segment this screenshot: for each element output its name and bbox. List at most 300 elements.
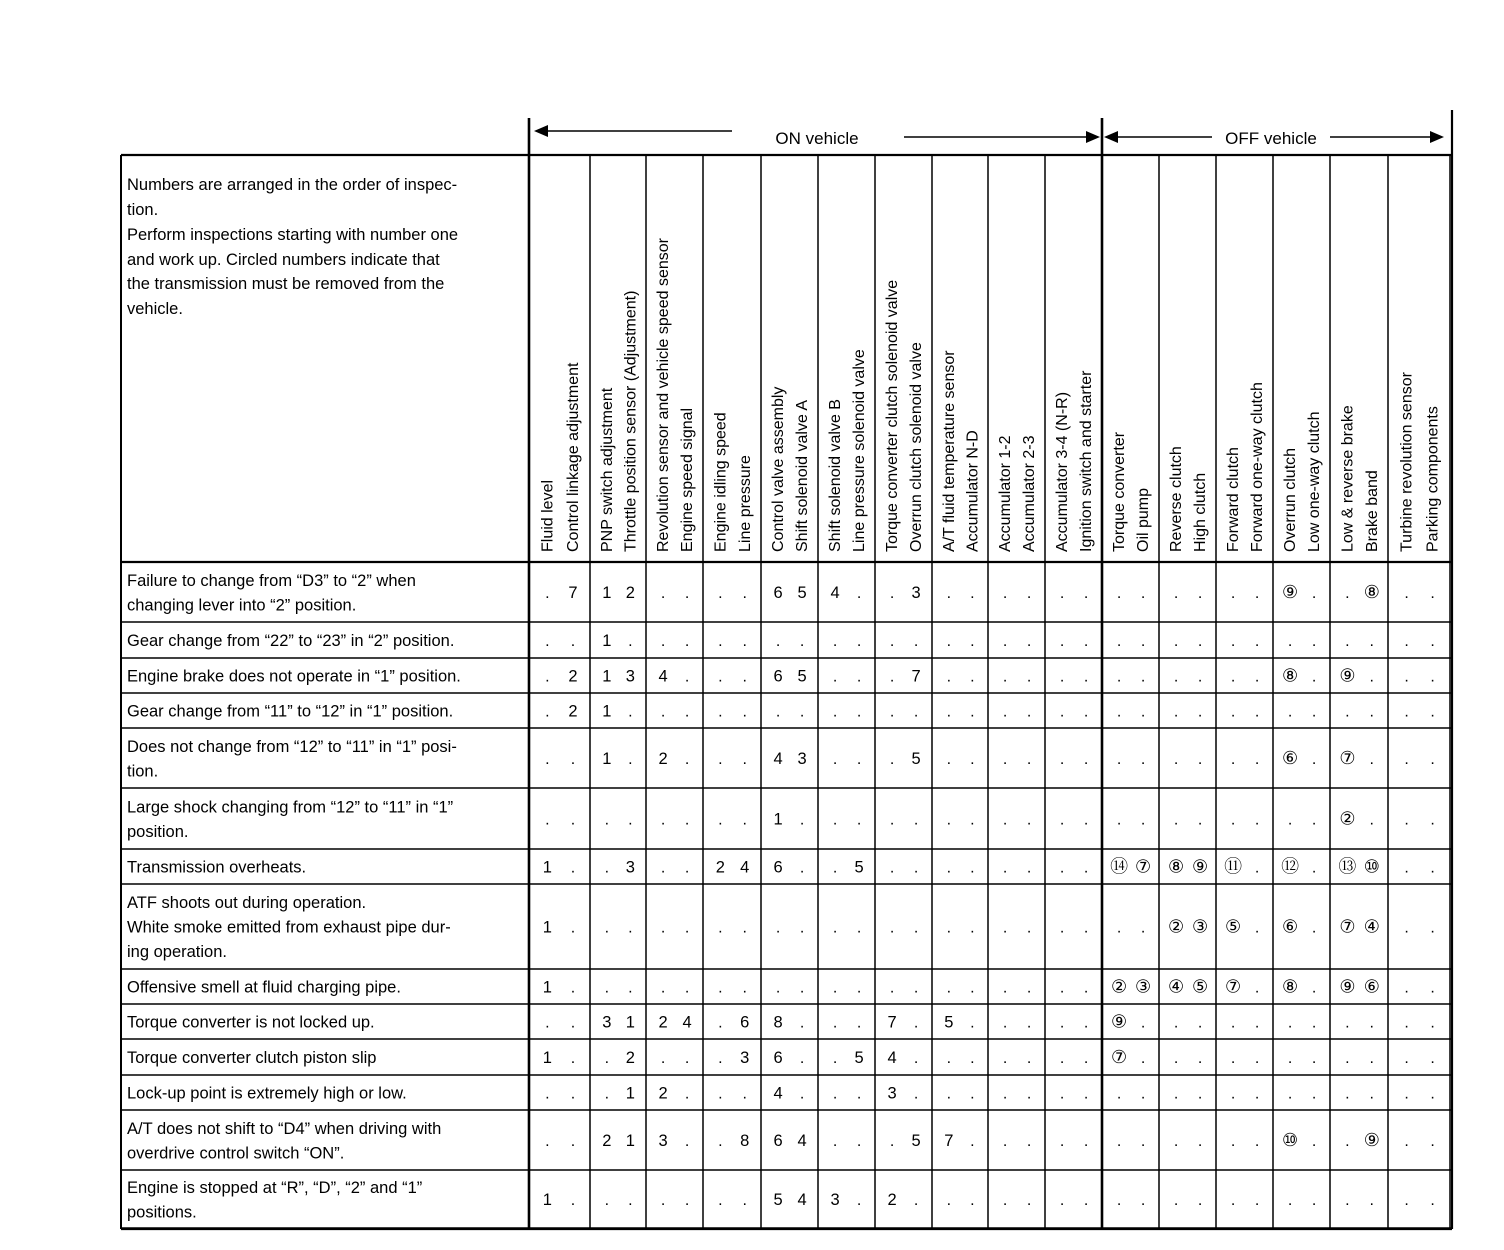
empty-cell: . — [1311, 585, 1317, 602]
empty-cell: . — [1404, 668, 1409, 686]
empty-cell: . — [1430, 919, 1435, 937]
empty-cell: . — [1287, 703, 1293, 721]
empty-cell: . — [1173, 1133, 1179, 1150]
empty-cell: . — [604, 1085, 610, 1103]
column-headers — [539, 237, 1441, 552]
empty-cell: . — [742, 811, 747, 829]
empty-cell: . — [1059, 1050, 1065, 1067]
empty-cell: . — [799, 919, 805, 937]
empty-cell: . — [1430, 1192, 1435, 1209]
empty-cell: . — [604, 979, 610, 997]
empty-cell: . — [1026, 633, 1032, 650]
empty-cell: . — [1254, 633, 1260, 650]
empty-cell: . — [1140, 919, 1146, 937]
empty-cell: . — [604, 1192, 610, 1209]
empty-cell: . — [660, 979, 666, 997]
empty-cell: . — [570, 633, 576, 650]
symptom-label: Engine brake does not operate in “1” position.Engine brake does not operate in “1” position. — [127, 667, 461, 686]
empty-cell: . — [799, 979, 805, 997]
empty-cell: . — [970, 1050, 975, 1067]
empty-cell: . — [1116, 919, 1122, 937]
inspection-order-cell: 1 — [625, 1132, 635, 1150]
empty-cell: . — [1230, 1192, 1236, 1209]
empty-cell: . — [628, 979, 633, 997]
empty-cell: . — [1002, 668, 1008, 686]
empty-cell: . — [856, 585, 862, 602]
empty-cell: . — [856, 633, 862, 650]
empty-cell: . — [1173, 703, 1179, 721]
empty-cell: . — [1430, 979, 1435, 997]
empty-cell: . — [604, 919, 610, 937]
empty-cell: . — [1026, 1192, 1032, 1209]
column-header: A/T fluid temperature sensor — [940, 350, 958, 552]
inspection-order-cell: 6 — [773, 1132, 783, 1150]
empty-cell: . — [545, 1085, 550, 1103]
empty-cell: . — [1026, 751, 1032, 768]
empty-cell: . — [1059, 668, 1065, 686]
empty-cell: . — [1140, 633, 1146, 650]
empty-cell: . — [1002, 811, 1008, 829]
inspection-order-cell: 3 — [830, 1191, 840, 1209]
inspection-order-cell: 5 — [911, 750, 921, 768]
inspection-order-cell: 5 — [854, 858, 864, 877]
empty-cell: . — [570, 859, 576, 877]
empty-cell: . — [684, 703, 690, 721]
empty-cell: . — [970, 1133, 975, 1150]
empty-cell: . — [1287, 1192, 1293, 1209]
empty-cell: . — [856, 1133, 862, 1150]
empty-cell: . — [1173, 1014, 1179, 1032]
inspection-order-cell: 6 — [773, 858, 783, 877]
empty-cell: . — [1369, 1014, 1374, 1032]
inspection-order-cell: 2 — [602, 1132, 612, 1150]
empty-cell: . — [799, 1014, 805, 1032]
column-header: Line pressure solenoid valve — [851, 349, 869, 552]
empty-cell: . — [1404, 1014, 1409, 1032]
empty-cell: . — [1430, 859, 1435, 877]
column-header: Forward clutch — [1225, 447, 1243, 552]
empty-cell: . — [799, 1085, 805, 1103]
empty-cell: . — [684, 1133, 690, 1150]
empty-cell: . — [1197, 668, 1203, 686]
column-header: Overrun clutch — [1282, 447, 1300, 552]
inspection-order-cell: ⑫ — [1281, 856, 1300, 877]
column-header: Reverse clutch — [1168, 446, 1186, 552]
empty-cell: . — [856, 1192, 862, 1209]
empty-cell: . — [718, 1133, 723, 1150]
empty-cell: . — [684, 859, 690, 877]
empty-cell: . — [1254, 979, 1260, 997]
svg-text:tion.: tion. — [127, 201, 159, 219]
empty-cell: . — [1369, 1050, 1374, 1067]
empty-cell: . — [1140, 703, 1146, 721]
inspection-order-cell: ⑦ — [1134, 856, 1152, 877]
column-header: Low one-way clutch — [1306, 411, 1324, 552]
empty-cell: . — [545, 668, 550, 686]
empty-cell: . — [970, 633, 975, 650]
empty-cell: . — [1083, 1050, 1089, 1067]
empty-cell: . — [718, 811, 723, 829]
column-header: Forward one-way clutch — [1249, 382, 1267, 552]
symptom-label: Lock-up point is extremely high or low.Lock-up point is extremely high or low. — [127, 1084, 407, 1103]
empty-cell: . — [1430, 1133, 1435, 1150]
off-vehicle-label: OFF vehicle — [1225, 129, 1317, 148]
empty-cell: . — [570, 751, 576, 768]
empty-cell: . — [684, 1192, 690, 1209]
empty-cell: . — [1059, 859, 1065, 877]
empty-cell: . — [718, 1192, 723, 1209]
empty-cell: . — [1254, 1192, 1260, 1209]
empty-cell: . — [684, 751, 690, 768]
empty-cell: . — [742, 585, 747, 602]
empty-cell: . — [1026, 1133, 1032, 1150]
empty-cell: . — [742, 979, 747, 997]
empty-cell: . — [970, 1085, 975, 1103]
column-header: Brake band — [1363, 470, 1381, 552]
empty-cell: . — [742, 1192, 747, 1209]
inspection-order-cell: ⑬ — [1338, 856, 1357, 877]
inspection-order-cell: 1 — [602, 667, 612, 686]
column-header: Engine speed signal — [679, 407, 697, 552]
inspection-order-cell: ⑨ — [1191, 856, 1209, 877]
empty-cell: . — [1002, 1133, 1008, 1150]
empty-cell: . — [1311, 811, 1317, 829]
off-vehicle-header — [1104, 129, 1444, 148]
on-vehicle-label: ON vehicle — [775, 129, 859, 148]
empty-cell: . — [970, 859, 975, 877]
inspection-order-cell: ⑧ — [1168, 856, 1185, 877]
inspection-order-cell: ⑧ — [1282, 665, 1299, 686]
empty-cell: . — [570, 919, 576, 937]
empty-cell: . — [1140, 1014, 1146, 1032]
empty-cell: . — [1059, 751, 1065, 768]
column-header: Accumulator 1-2 — [997, 435, 1015, 552]
empty-cell: . — [1311, 1014, 1317, 1032]
empty-cell: . — [660, 811, 666, 829]
empty-cell: . — [799, 703, 805, 721]
empty-cell: . — [1345, 703, 1350, 721]
inspection-order-cell: 2 — [715, 858, 725, 877]
empty-cell: . — [742, 703, 747, 721]
empty-cell: . — [946, 859, 952, 877]
empty-cell: . — [1083, 1192, 1089, 1209]
empty-cell: . — [1254, 1085, 1260, 1103]
empty-cell: . — [718, 703, 723, 721]
empty-cell: . — [1002, 919, 1008, 937]
empty-cell: . — [832, 703, 838, 721]
empty-cell: . — [718, 919, 723, 937]
inspection-order-cell: 7 — [944, 1132, 954, 1150]
empty-cell: . — [660, 919, 666, 937]
symptom-label: A/T does not shift to “D4” when driving with overdrive control switch “ON”.A/T does not shift to “D4” when driving with overdrive control switch “ON”. — [127, 1119, 442, 1163]
empty-cell: . — [1230, 633, 1236, 650]
inspection-order-cell: 4 — [797, 1132, 807, 1150]
inspection-order-cell: 4 — [830, 584, 840, 602]
empty-cell: . — [1345, 1192, 1350, 1209]
empty-cell: . — [1059, 919, 1065, 937]
empty-cell: . — [684, 811, 690, 829]
empty-cell: . — [1026, 811, 1032, 829]
empty-cell: . — [1197, 811, 1203, 829]
inspection-order-cell: 5 — [797, 584, 807, 602]
empty-cell: . — [1404, 751, 1409, 768]
inspection-order-cell: ⑥ — [1363, 976, 1380, 997]
inspection-order-cell: 3 — [740, 1049, 750, 1067]
inspection-order-cell: 3 — [602, 1013, 612, 1032]
empty-cell: . — [545, 1133, 550, 1150]
inspection-order-cell: 4 — [658, 667, 668, 686]
empty-cell: . — [1083, 585, 1089, 602]
inspection-order-cell: 1 — [542, 1191, 552, 1209]
inspection-order-cell: ⑤ — [1225, 916, 1242, 937]
column-header: PNP switch adjustment — [598, 387, 616, 552]
inspection-order-cell: ⑦ — [1225, 976, 1242, 997]
empty-cell: . — [1404, 1192, 1409, 1209]
svg-text:the transmission must be remov: the transmission must be removed from the — [127, 275, 445, 293]
left-arrow-icon — [534, 125, 548, 137]
empty-cell: . — [660, 859, 666, 877]
empty-cell: . — [889, 979, 895, 997]
empty-cell: . — [545, 585, 550, 602]
symptom-label: Torque converter is not locked up.Torque converter is not locked up. — [127, 1013, 375, 1032]
empty-cell: . — [1254, 668, 1260, 686]
empty-cell: . — [1430, 633, 1435, 650]
inspection-order-cell: 5 — [773, 1191, 783, 1209]
right-arrow-icon — [1430, 131, 1444, 143]
empty-cell: . — [1026, 585, 1032, 602]
empty-cell: . — [570, 1050, 576, 1067]
empty-cell: . — [1059, 979, 1065, 997]
empty-cell: . — [970, 1192, 975, 1209]
empty-cell: . — [1254, 751, 1260, 768]
empty-cell: . — [1430, 585, 1435, 602]
empty-cell: . — [1026, 1014, 1032, 1032]
empty-cell: . — [660, 585, 666, 602]
empty-cell: . — [1116, 1192, 1122, 1209]
inspection-order-cell: 6 — [773, 1049, 783, 1067]
empty-cell: . — [1026, 919, 1032, 937]
empty-cell: . — [1287, 1050, 1293, 1067]
inspection-order-cell: 6 — [773, 584, 783, 602]
empty-cell: . — [775, 979, 781, 997]
empty-cell: . — [1430, 1085, 1435, 1103]
empty-cell: . — [946, 703, 952, 721]
empty-cell: . — [1430, 1050, 1435, 1067]
empty-cell: . — [1002, 1014, 1008, 1032]
inspection-order-cell: ④ — [1168, 976, 1185, 997]
svg-text:Numbers are arranged in the or: Numbers are arranged in the order of inspec- — [127, 176, 458, 194]
inspection-order-cell: 5 — [944, 1013, 954, 1032]
empty-cell: . — [832, 1014, 838, 1032]
inspection-order-cell: ④ — [1363, 916, 1380, 937]
empty-cell: . — [1002, 1050, 1008, 1067]
empty-cell: . — [856, 1085, 862, 1103]
empty-cell: . — [1116, 585, 1122, 602]
empty-cell: . — [684, 1050, 690, 1067]
empty-cell: . — [1369, 811, 1374, 829]
empty-cell: . — [946, 919, 952, 937]
column-header: Ignition switch and starter — [1078, 370, 1096, 552]
empty-cell: . — [742, 919, 747, 937]
table-cells — [543, 582, 1435, 1209]
inspection-order-cell: ⑤ — [1191, 976, 1209, 997]
empty-cell: . — [1345, 1133, 1350, 1150]
empty-cell: . — [799, 859, 805, 877]
empty-cell: . — [1026, 979, 1032, 997]
empty-cell: . — [1197, 585, 1203, 602]
empty-cell: . — [946, 1050, 952, 1067]
empty-cell: . — [1002, 859, 1008, 877]
empty-cell: . — [970, 919, 975, 937]
right-arrow-icon — [1086, 131, 1100, 143]
empty-cell: . — [1197, 1014, 1203, 1032]
empty-cell: . — [970, 1014, 975, 1032]
inspection-order-cell: ⑪ — [1224, 856, 1243, 877]
empty-cell: . — [856, 979, 862, 997]
empty-cell: . — [1116, 668, 1122, 686]
inspection-order-cell: ⑨ — [1111, 1011, 1128, 1032]
empty-cell: . — [545, 633, 550, 650]
empty-cell: . — [1140, 1192, 1146, 1209]
column-header: Line pressure — [736, 455, 754, 552]
symptom-label: Transmission overheats.Transmission overheats. — [127, 858, 307, 877]
inspection-order-cell: 1 — [602, 632, 612, 650]
inspection-order-cell: 5 — [854, 1049, 864, 1067]
inspection-order-cell: ② — [1111, 976, 1128, 997]
empty-cell: . — [889, 585, 895, 602]
empty-cell: . — [946, 811, 952, 829]
empty-cell: . — [1254, 1050, 1260, 1067]
column-header: Low & reverse brake — [1339, 405, 1357, 552]
empty-cell: . — [946, 585, 952, 602]
empty-cell: . — [628, 919, 633, 937]
column-header: Oil pump — [1135, 487, 1153, 552]
empty-cell: . — [913, 859, 919, 877]
empty-cell: . — [684, 1085, 690, 1103]
empty-cell: . — [775, 703, 781, 721]
empty-cell: . — [832, 1050, 838, 1067]
empty-cell: . — [1002, 1192, 1008, 1209]
empty-cell: . — [1404, 585, 1409, 602]
empty-cell: . — [1083, 633, 1089, 650]
empty-cell: . — [1369, 633, 1374, 650]
empty-cell: . — [1173, 1192, 1179, 1209]
empty-cell: . — [1311, 633, 1317, 650]
empty-cell: . — [913, 811, 919, 829]
empty-cell: . — [1230, 811, 1236, 829]
empty-cell: . — [1311, 859, 1317, 877]
empty-cell: . — [1002, 703, 1008, 721]
empty-cell: . — [660, 1050, 666, 1067]
inspection-order-cell: 4 — [773, 750, 783, 768]
empty-cell: . — [628, 751, 633, 768]
inspection-order-cell: ③ — [1134, 976, 1152, 997]
empty-cell: . — [1287, 1014, 1293, 1032]
empty-cell: . — [1345, 585, 1350, 602]
empty-cell: . — [1116, 1133, 1122, 1150]
column-header: Shift solenoid valve B — [827, 399, 845, 552]
inspection-order-cell: 4 — [682, 1013, 692, 1032]
empty-cell: . — [718, 1085, 723, 1103]
empty-cell: . — [1230, 668, 1236, 686]
empty-cell: . — [1173, 811, 1179, 829]
empty-cell: . — [970, 811, 975, 829]
column-header: Engine idling speed — [712, 412, 730, 552]
inspection-order-cell: 7 — [887, 1013, 897, 1032]
symptom-label: Torque converter clutch piston slipTorque converter clutch piston slip — [127, 1049, 377, 1067]
empty-cell: . — [545, 751, 550, 768]
empty-cell: . — [832, 1085, 838, 1103]
empty-cell: . — [1230, 1133, 1236, 1150]
empty-cell: . — [913, 1192, 919, 1209]
column-header: Revolution sensor and vehicle speed sensor — [655, 238, 673, 552]
inspection-order-cell: 8 — [773, 1013, 783, 1032]
empty-cell: . — [1197, 1050, 1203, 1067]
empty-cell: . — [1026, 1085, 1032, 1103]
empty-cell: . — [684, 919, 690, 937]
empty-cell: . — [1083, 703, 1089, 721]
empty-cell: . — [832, 811, 838, 829]
inspection-order-cell: 3 — [625, 858, 635, 877]
row-symptoms — [127, 572, 461, 1222]
empty-cell: . — [570, 1014, 576, 1032]
symptom-label: Failure to change from “D3” to “2” when changing lever into “2” position.Failure to change from “D3” to “2” when changing lever into “2” position. — [127, 571, 416, 615]
empty-cell: . — [1311, 751, 1317, 768]
empty-cell: . — [718, 633, 723, 650]
empty-cell: . — [628, 1192, 633, 1209]
inspection-order-cell: ⑭ — [1110, 856, 1129, 877]
empty-cell: . — [889, 633, 895, 650]
empty-cell: . — [970, 585, 975, 602]
inspection-order-cell: 3 — [911, 584, 921, 602]
inspection-order-cell: 2 — [625, 584, 635, 602]
empty-cell: . — [1140, 751, 1146, 768]
empty-cell: . — [1230, 585, 1236, 602]
empty-cell: . — [1173, 1085, 1179, 1103]
empty-cell: . — [718, 1050, 723, 1067]
empty-cell: . — [1083, 919, 1089, 937]
inspection-order-cell: 1 — [542, 1049, 552, 1067]
inspection-order-cell: 7 — [911, 667, 921, 686]
empty-cell: . — [970, 751, 975, 768]
inspection-order-cell: ⑨ — [1339, 665, 1356, 686]
empty-cell: . — [1059, 1085, 1065, 1103]
empty-cell: . — [1059, 1192, 1065, 1209]
inspection-order-cell: 3 — [625, 667, 635, 686]
empty-cell: . — [1140, 585, 1146, 602]
empty-cell: . — [1140, 668, 1146, 686]
empty-cell: . — [1369, 668, 1374, 686]
empty-cell: . — [775, 633, 781, 650]
empty-cell: . — [1311, 919, 1317, 937]
empty-cell: . — [742, 1085, 747, 1103]
inspection-order-cell: 1 — [542, 978, 552, 997]
empty-cell: . — [889, 668, 895, 686]
empty-cell: . — [1230, 751, 1236, 768]
empty-cell: . — [1059, 811, 1065, 829]
empty-cell: . — [832, 919, 838, 937]
inspection-order-cell: 4 — [887, 1049, 897, 1067]
empty-cell: . — [718, 668, 723, 686]
empty-cell: . — [1254, 585, 1260, 602]
empty-cell: . — [856, 751, 862, 768]
empty-cell: . — [1230, 703, 1236, 721]
empty-cell: . — [628, 811, 633, 829]
empty-cell: . — [832, 633, 838, 650]
empty-cell: . — [946, 979, 952, 997]
column-header: Accumulator 2-3 — [1021, 435, 1039, 552]
inspection-order-cell: 2 — [887, 1191, 897, 1209]
